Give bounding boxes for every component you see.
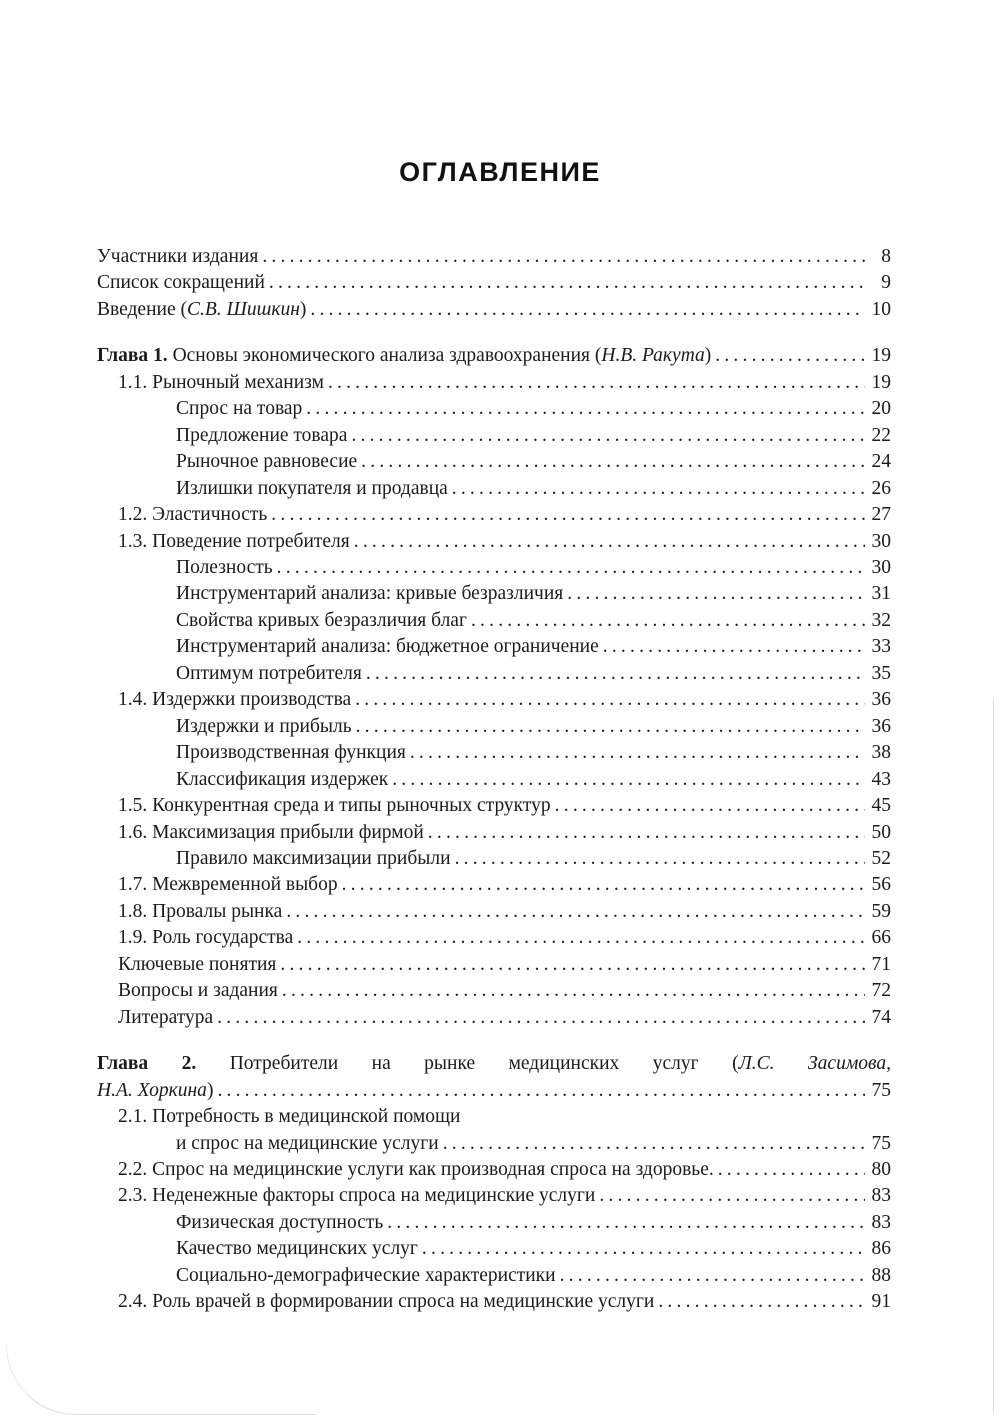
toc-entry-segment: Правило максимизации прибыли: [176, 847, 451, 869]
toc-entry-text: [176, 581, 563, 607]
toc-entry-text: [118, 1005, 213, 1031]
toc-page-number: 83: [871, 1211, 891, 1233]
toc-entry-text: [118, 687, 351, 713]
toc-entry-segment: 1.7. Межвременной выбор: [118, 874, 338, 896]
toc-entry-text: [118, 872, 338, 898]
toc-page-number: 71: [871, 953, 891, 975]
toc-entry: [97, 1236, 891, 1262]
toc-page-number: 75: [871, 1132, 891, 1154]
toc-entry: [97, 1210, 891, 1236]
toc-entry: [97, 1289, 891, 1315]
toc-entry-segment: Потребители на рынке медицинских услуг (: [196, 1053, 739, 1075]
toc-entry: [97, 846, 891, 872]
toc-leader-dots: [350, 529, 865, 555]
toc-entry-segment: 2.2. Спрос на медицинские услуги как производная спроса на здоровье.: [118, 1158, 714, 1180]
toc-entry-text: [176, 634, 599, 660]
toc-entry-segment: 1.4. Издержки производства: [118, 689, 352, 711]
toc-entry-text: [118, 1183, 595, 1209]
toc-entry: [97, 925, 891, 951]
toc-leader-dots: [302, 396, 865, 422]
toc-entry-text: [97, 1078, 213, 1104]
toc-entry: [97, 1183, 891, 1209]
toc-entry-segment: Качество медицинских услуг: [176, 1238, 418, 1260]
toc-entry-text: [118, 1289, 654, 1315]
toc-entry-text: [176, 423, 347, 449]
toc-entry-segment: Излишки покупателя и продавца: [176, 477, 448, 499]
toc-page-number: 22: [871, 424, 891, 446]
toc-leader-dots: [551, 793, 865, 819]
toc-entry: [97, 872, 891, 898]
toc-entry-text: [176, 740, 406, 766]
toc-entry-segment: 2.3. Неденежные факторы спроса на медицинские услуги: [118, 1185, 596, 1207]
toc-entry-text: [97, 244, 258, 270]
toc-page-number: 56: [871, 874, 891, 896]
toc-entry-segment: Основы экономического анализа здравоохранения (: [167, 345, 602, 367]
toc-leader-dots: [424, 820, 865, 846]
toc-entry-text: [176, 608, 467, 634]
toc-entry-text: [176, 1210, 383, 1236]
toc-entry-text: [176, 449, 357, 475]
toc-page-number: 74: [871, 1006, 891, 1028]
toc-leader-dots: [654, 1289, 865, 1315]
toc-entry-segment: Социально-демографические характеристики: [176, 1264, 556, 1286]
toc-entry-segment: Л.С. Засимова,: [738, 1053, 891, 1075]
toc-leader-dots: [467, 608, 865, 634]
toc-page-number: 30: [871, 530, 891, 552]
toc-leader-dots: [267, 502, 865, 528]
toc-entry-segment: Ключевые понятия: [118, 953, 277, 975]
toc-entry-segment: Полезность: [176, 556, 273, 578]
toc-entry-text: [176, 1236, 418, 1262]
toc-entry-text: [97, 1051, 891, 1077]
toc-leader-dots: [276, 952, 865, 978]
toc-entry: [97, 529, 891, 555]
toc-entry: [97, 820, 891, 846]
page-title: ОГЛАВЛЕНИЕ: [399, 157, 601, 187]
toc-entry: [97, 370, 891, 396]
toc-leader-dots: [273, 555, 865, 581]
toc-entry: [97, 244, 891, 270]
toc-entry: [97, 1157, 891, 1183]
toc-entry-segment: Производственная функция: [176, 742, 406, 764]
toc-entry-text: [176, 555, 273, 581]
toc-entry-segment: Оптимум потребителя: [176, 662, 362, 684]
toc-leader-dots: [599, 634, 865, 660]
toc-page-number: 10: [871, 298, 891, 320]
toc-entry-segment: Предложение товара: [176, 424, 348, 446]
toc-entry-segment: Глава 1.: [97, 345, 168, 367]
toc-entry: [97, 899, 891, 925]
toc-entry: [97, 581, 891, 607]
toc-entry-text: [118, 899, 282, 925]
toc-leader-dots: [362, 661, 865, 687]
page-edge-artifact-bottom-left: [6, 1345, 316, 1415]
toc-entry-text: [118, 820, 424, 846]
toc-entry: [97, 661, 891, 687]
toc-entry: [97, 714, 891, 740]
toc-leader-dots: [306, 297, 865, 323]
toc-page-number: 33: [871, 636, 891, 658]
toc-page-number: 72: [871, 980, 891, 1002]
toc-leader-dots: [448, 476, 865, 502]
toc-leader-dots: [213, 1005, 865, 1031]
toc-entry-segment: ): [299, 298, 307, 320]
toc-page-number: 38: [871, 742, 891, 764]
toc-page-number: 36: [871, 689, 891, 711]
toc-entry: [97, 767, 891, 793]
toc-entry-text: [97, 270, 265, 296]
page-edge-artifact-right: [993, 700, 994, 1412]
toc-page-number: 66: [871, 927, 891, 949]
toc-entry: [97, 1051, 891, 1077]
toc-page-number: 36: [871, 715, 891, 737]
toc-entry-segment: Введение (: [97, 298, 187, 320]
toc-page-number: 27: [871, 504, 891, 526]
toc-page-number: 86: [871, 1238, 891, 1260]
toc-leader-dots: [293, 925, 865, 951]
toc-entry-segment: Н.В. Ракута: [601, 345, 705, 367]
toc-entry-text: [97, 297, 306, 323]
toc-leader-dots: [324, 370, 865, 396]
toc-entry-text: [176, 396, 302, 422]
toc-page-number: 32: [871, 609, 891, 631]
toc-entry-segment: 2.1. Потребность в медицинской помощи: [118, 1106, 461, 1128]
toc-entry-segment: Инструментарий анализа: бюджетное ограничение: [176, 636, 599, 658]
toc-entry-segment: ): [704, 345, 712, 367]
toc-entry-segment: Рыночное равновесие: [176, 451, 358, 473]
toc-page-number: 43: [871, 768, 891, 790]
toc-entry-text: [118, 1104, 460, 1130]
toc-page-number: 50: [871, 821, 891, 843]
toc-entry-segment: Участники издания: [97, 246, 259, 267]
toc-entry-segment: 1.8. Провалы рынка: [118, 900, 283, 922]
toc-entry-segment: Вопросы и задания: [118, 980, 278, 1002]
toc-page-number: 19: [871, 371, 891, 393]
toc-entry-segment: 1.2. Эластичность: [118, 504, 268, 526]
toc-leader-dots: [563, 581, 865, 607]
toc-entry-segment: Литература: [118, 1006, 214, 1028]
toc-entry-segment: Глава 2.: [97, 1053, 197, 1075]
toc-entry-text: [176, 1263, 556, 1289]
toc-entry: [97, 423, 891, 449]
toc-leader-dots: [282, 899, 865, 925]
toc-page-number: 31: [871, 583, 891, 605]
toc-entry-text: [118, 978, 278, 1004]
toc-entry-segment: 1.9. Роль государства: [118, 927, 294, 949]
toc-entry-text: [118, 952, 276, 978]
toc-entry-segment: 1.1. Рыночный механизм: [118, 371, 324, 393]
toc-page-number: 45: [871, 795, 891, 817]
toc-entry-segment: Свойства кривых безразличия благ: [176, 609, 467, 631]
toc-leader-dots: [213, 1078, 865, 1104]
toc-entry-text: [176, 1131, 439, 1157]
toc-leader-dots: [383, 1210, 865, 1236]
toc-entry-segment: Физическая доступность: [176, 1211, 384, 1233]
toc-entry: [97, 297, 891, 323]
toc-leader-dots: [357, 449, 865, 475]
toc-entry-text: [118, 1157, 714, 1183]
toc-entry-segment: 1.5. Конкурентная среда и типы рыночных структур: [118, 795, 551, 817]
toc-page-number: 19: [871, 345, 891, 367]
toc-entry: [97, 952, 891, 978]
toc-entry-text: [118, 925, 293, 951]
toc-entry-text: [118, 529, 350, 555]
toc-page-number: 20: [871, 398, 891, 420]
toc-entry: [97, 793, 891, 819]
toc-entry: [97, 449, 891, 475]
toc-entry: [97, 740, 891, 766]
toc-entry-text: [176, 714, 352, 740]
toc-leader-dots: [352, 714, 865, 740]
toc-entry-segment: 2.4. Роль врачей в формировании спроса на медицинские услуги: [118, 1291, 655, 1313]
toc-page-number: 75: [871, 1079, 891, 1101]
toc-entry: [97, 608, 891, 634]
toc-page-number: 52: [871, 847, 891, 869]
toc-page-number: 24: [871, 451, 891, 473]
toc-leader-dots: [347, 423, 865, 449]
toc-page-number: 80: [871, 1158, 891, 1180]
toc-entry-text: [176, 476, 448, 502]
toc-page-number: 8: [881, 246, 891, 267]
toc-entry-segment: Список сокращений: [97, 272, 265, 294]
toc-entry-segment: С.В. Шишкин: [186, 298, 300, 320]
toc-entry: [97, 687, 891, 713]
toc-entry-text: [176, 846, 451, 872]
toc-page-number: 26: [871, 477, 891, 499]
toc-entry: [97, 555, 891, 581]
toc-entry: [97, 396, 891, 422]
toc-entry-segment: 1.3. Поведение потребителя: [118, 530, 350, 552]
toc-entry: [97, 978, 891, 1004]
toc-page-number: 35: [871, 662, 891, 684]
toc-leader-dots: [351, 687, 865, 713]
toc-entry-text: [176, 661, 362, 687]
toc-list: [97, 244, 891, 1316]
toc-entry: [97, 476, 891, 502]
toc-entry: [97, 1104, 891, 1130]
toc-entry: [97, 502, 891, 528]
toc-leader-dots: [595, 1183, 865, 1209]
toc-entry-segment: Издержки и прибыль: [176, 715, 352, 737]
toc-leader-dots: [714, 1157, 865, 1183]
toc-leader-dots: [265, 270, 865, 296]
toc-page-number: 30: [871, 556, 891, 578]
toc-entry: [97, 270, 891, 296]
toc-leader-dots: [418, 1236, 865, 1262]
toc-leader-dots: [439, 1131, 865, 1157]
toc-entry: [97, 1131, 891, 1157]
toc-leader-dots: [451, 846, 865, 872]
toc-entry-segment: Спрос на товар: [176, 398, 303, 420]
toc-entry-segment: и спрос на медицинские услуги: [176, 1132, 439, 1154]
toc-leader-dots: [258, 244, 865, 270]
toc-entry-segment: Инструментарий анализа: кривые безразличия: [176, 583, 564, 605]
toc-leader-dots: [278, 978, 865, 1004]
toc-entry-text: [118, 370, 324, 396]
toc-entry: [97, 1078, 891, 1104]
toc-page-number: 91: [871, 1291, 891, 1313]
toc-entry-segment: ): [206, 1079, 214, 1101]
toc-entry-segment: 1.6. Максимизация прибыли фирмой: [118, 821, 424, 843]
toc-leader-dots: [406, 740, 865, 766]
toc-entry-text: [176, 767, 388, 793]
toc-entry: [97, 634, 891, 660]
toc-page-number: 83: [871, 1185, 891, 1207]
toc-entry-text: [118, 793, 551, 819]
toc-entry: [97, 343, 891, 369]
toc-entry: [97, 1263, 891, 1289]
toc-entry-text: [97, 343, 711, 369]
toc-leader-dots: [711, 343, 865, 369]
toc-leader-dots: [556, 1263, 865, 1289]
toc-leader-dots: [388, 767, 865, 793]
toc-page-number: 88: [871, 1264, 891, 1286]
toc-page-number: 59: [871, 900, 891, 922]
toc-leader-dots: [338, 872, 865, 898]
toc-entry: [97, 1005, 891, 1031]
toc-page-number: 9: [881, 272, 891, 294]
toc-entry-segment: Н.А. Хоркина: [97, 1079, 207, 1101]
toc-entry-segment: Классификация издержек: [176, 768, 389, 790]
toc-entry-text: [118, 502, 267, 528]
